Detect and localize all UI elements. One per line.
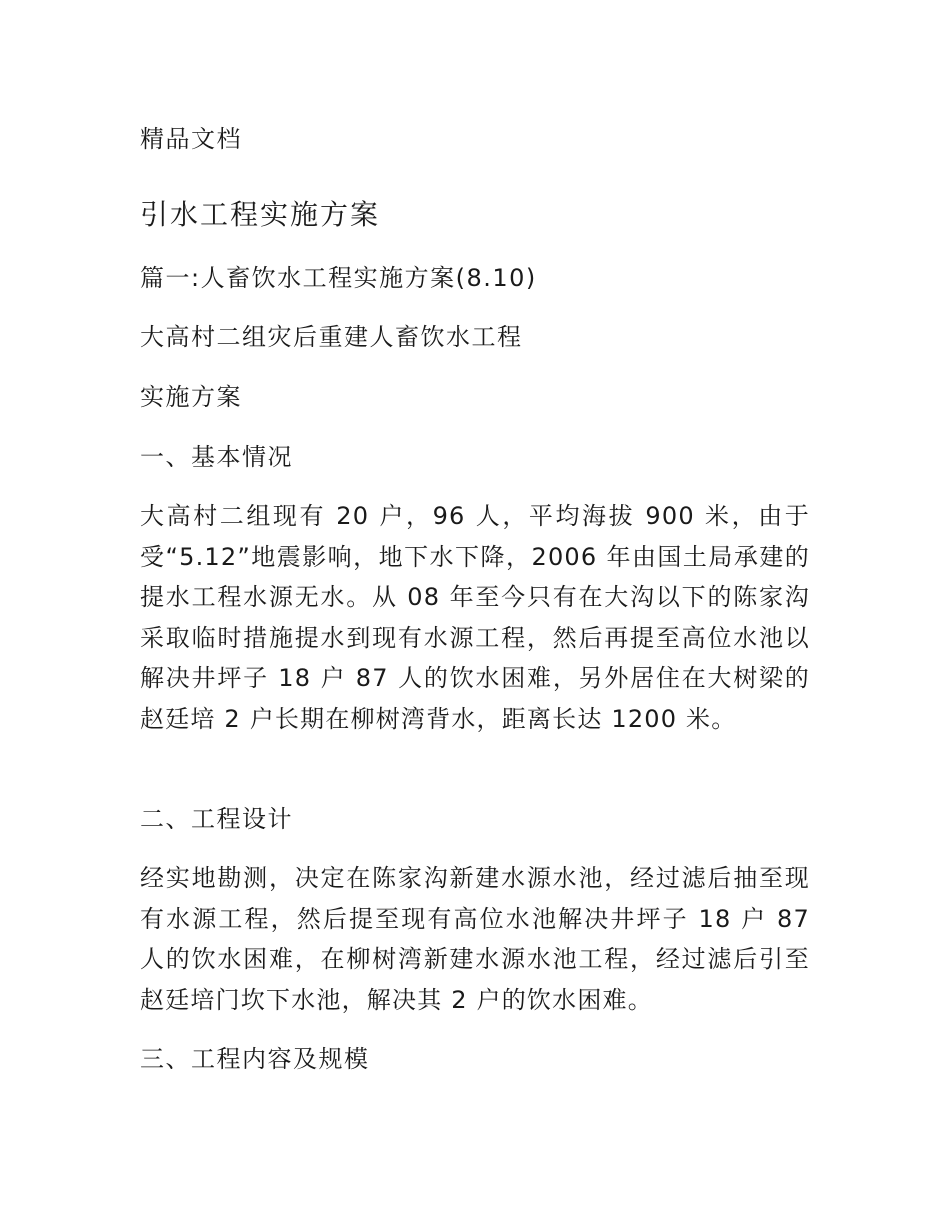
project-subtitle: 实施方案 <box>140 383 242 411</box>
section-heading-design: 二、工程设计 <box>140 805 293 833</box>
section-heading-scope: 三、工程内容及规模 <box>140 1045 370 1073</box>
header-label: 精品文档 <box>140 125 242 153</box>
document-title: 引水工程实施方案 <box>140 198 381 231</box>
chapter-heading: 篇一:人畜饮水工程实施方案(8.10) <box>140 264 537 292</box>
section-heading-basic: 一、基本情况 <box>140 443 293 471</box>
section-body-design: 经实地勘测，决定在陈家沟新建水源水池，经过滤后抽至现有水源工程，然后提至现有高位水池解决井坪子 18 户 87 人的饮水困难，在柳树湾新建水源水池工程，经过滤后引至赵廷培门坎下水池，解决其 2 户的饮水困难。 <box>140 864 810 1014</box>
project-name: 大高村二组灾后重建人畜饮水工程 <box>140 323 523 351</box>
section-body-basic: 大高村二组现有 20 户，96 人，平均海拔 900 米，由于受“5.12”地震影响，地下水下降，2006 年由国土局承建的提水工程水源无水。从 08 年至今只有在大沟以下的陈家沟采取临时措施提水到现有水源工程，然后再提至高位水池以解决井坪子 18 户 87 人的饮水困难，另外居住在大树梁的赵廷培 2 户长期在柳树湾背水，距离长达 1200 米。 <box>140 502 810 733</box>
